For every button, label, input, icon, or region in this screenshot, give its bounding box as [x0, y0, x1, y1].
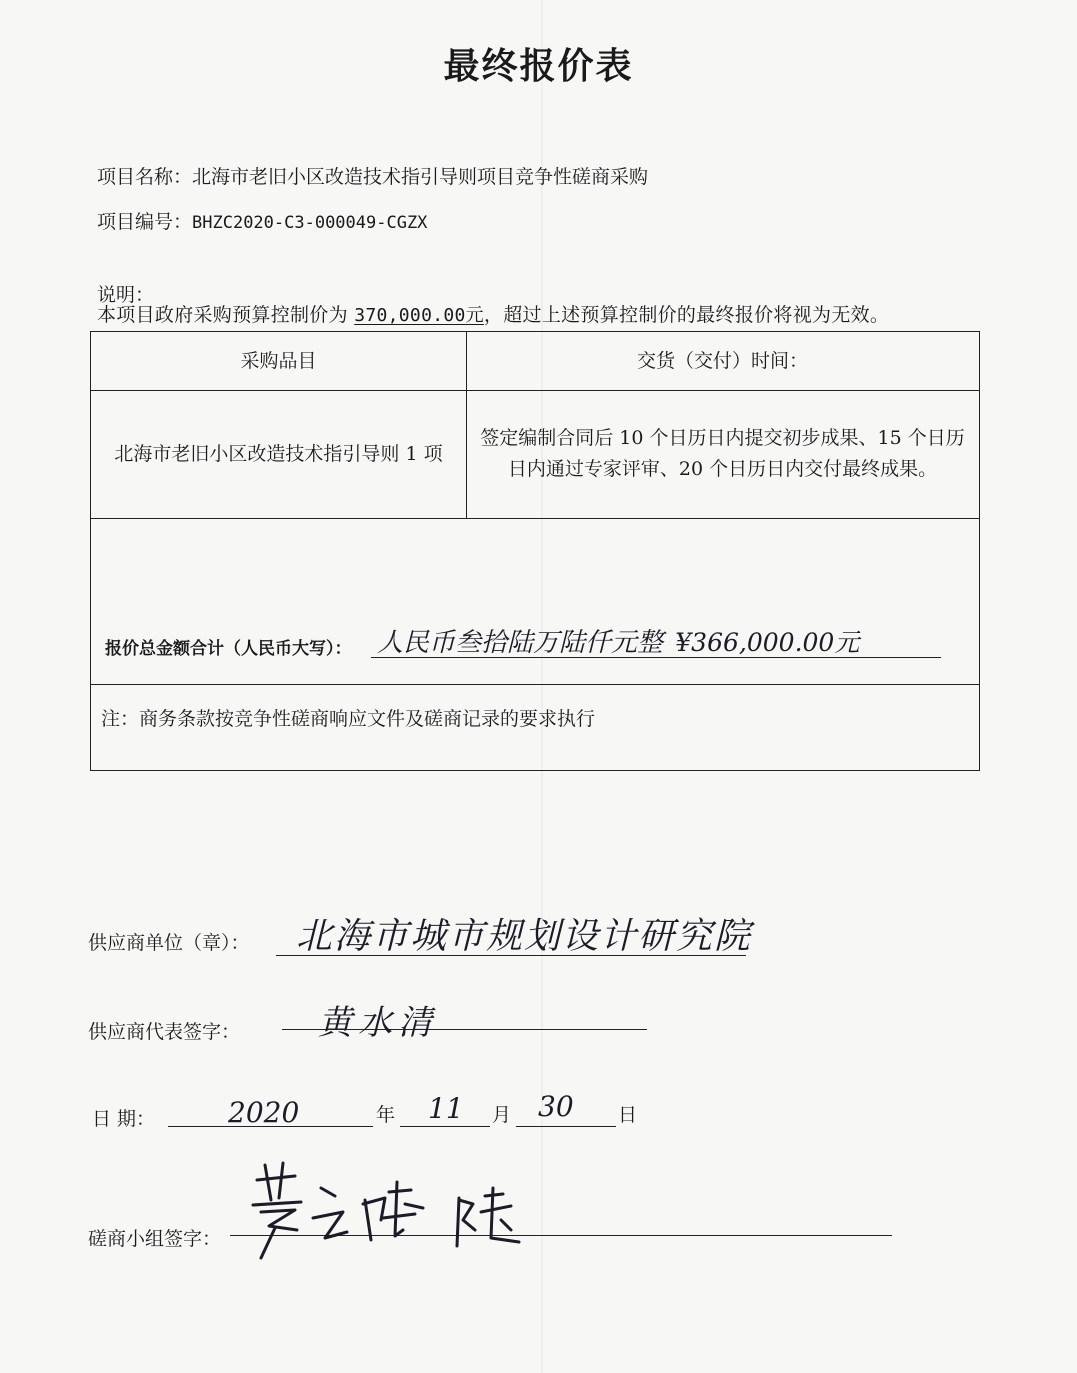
project-name-row	[97, 162, 648, 189]
project-code-value: BHZC2020-C3-000049-CGZX	[192, 213, 428, 233]
terms-note: 注：商务条款按竞争性磋商响应文件及磋商记录的要求执行	[101, 708, 596, 730]
project-name-value: 北海市老旧小区改造技术指引导则项目竞争性磋商采购	[192, 166, 649, 188]
quotation-table	[90, 331, 980, 771]
total-words: 人民币叁拾陆万陆仟元整	[377, 628, 664, 658]
panel-signatures	[235, 1160, 555, 1270]
page-title: 最终报价表	[443, 45, 634, 87]
date-day-unit: 日	[618, 1104, 638, 1126]
project-code-label: 项目编号：	[97, 211, 193, 233]
date-day: 30	[538, 1090, 574, 1123]
date-month-unit: 月	[492, 1104, 512, 1126]
budget-prefix: 本项目政府采购预算控制价为	[97, 304, 348, 326]
total-numeric: ¥366,000.00元	[675, 628, 860, 657]
supplier-rep-label: 供应商代表签字：	[88, 1021, 241, 1043]
total-handwritten-amount	[377, 622, 859, 659]
budget-note	[97, 300, 889, 327]
total-label: 报价总金额合计（人民币大写）：	[105, 639, 352, 659]
supplier-rep-signature: 黄水清	[318, 1003, 438, 1043]
date-year-unit: 年	[376, 1104, 396, 1126]
date-day-underline	[516, 1126, 616, 1127]
table-divider	[91, 518, 979, 519]
supplier-unit-signature: 北海市城市规划设计研究院	[296, 916, 753, 957]
signature-stroke	[363, 1182, 423, 1240]
col-header-delivery: 交货（交付）时间：	[636, 349, 808, 372]
budget-value: 370,000.00元	[354, 305, 484, 326]
date-month: 11	[428, 1092, 464, 1125]
date-label: 日 期：	[92, 1108, 156, 1130]
col-header-item: 采购品目	[240, 349, 317, 372]
project-name-label: 项目名称：	[97, 166, 193, 188]
supplier-unit-label: 供应商单位（章）：	[88, 932, 250, 954]
table-divider	[91, 684, 979, 685]
item-cell: 北海市老旧小区改造技术指引导则 1 项	[114, 442, 443, 465]
signature-stroke	[313, 1188, 347, 1238]
budget-suffix: ，超过上述预算控制价的最终报价将视为无效。	[483, 304, 890, 326]
delivery-cell: 签定编制合同后 10 个日历日内提交初步成果、15 个日历日内通过专家评审、20 个日历日内交付最终成果。	[480, 427, 965, 480]
project-code-row	[97, 207, 427, 234]
signature-stroke	[457, 1188, 519, 1246]
panel-label: 磋商小组签字：	[88, 1228, 222, 1250]
signature-stroke	[253, 1163, 301, 1258]
notes-heading: 说明：	[97, 284, 155, 306]
date-year: 2020	[228, 1096, 300, 1129]
date-month-underline	[400, 1126, 490, 1127]
